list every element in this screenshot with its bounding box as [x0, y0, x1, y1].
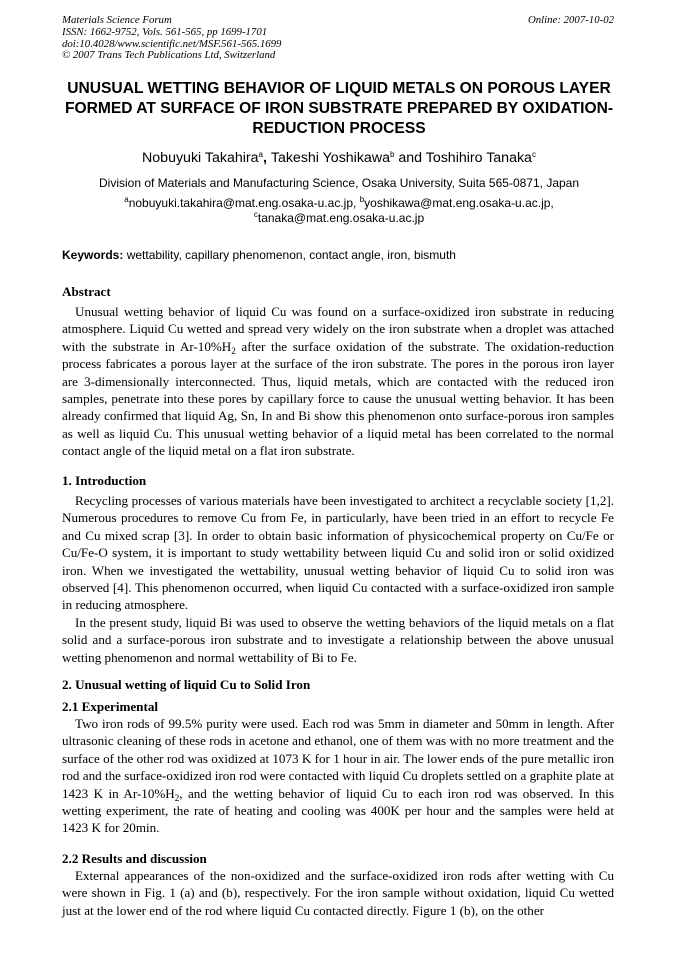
subscript: 2	[174, 792, 180, 803]
separator: ,	[262, 150, 271, 166]
text: Unusual wetting behavior of liquid Cu was found on a surface-oxidized iron substrate in reducing atmosphere. Liquid Cu wetted and spread very widely on the iron substrate when a droplet was attached with the substrate in Ar-10%H	[62, 304, 614, 354]
keywords	[62, 248, 456, 262]
keywords-text: wettability, capillary phenomenon, contact angle, iron, bismuth	[123, 248, 456, 262]
affiliation: Division of Materials and Manufacturing Science, Osaka University, Suita 565-0871, Japan	[98, 176, 580, 190]
journal-name: Materials Science Forum	[62, 14, 172, 26]
paragraph	[62, 715, 614, 837]
affil-mark: b	[389, 150, 395, 159]
email[interactable]: tanaka@mat.eng.osaka-u.ac.jp	[257, 211, 425, 225]
text: , and the wetting behavior of liquid Cu to each iron rod was observed. In this wetting experiment, the rate of heating and cooling was 400K per hour and the samples were held at 1423 K for 20min.	[62, 785, 615, 836]
journal-header	[62, 15, 614, 62]
paragraph: Recycling processes of various materials have been investigated to architect a recyclable society [1,2]. Numerous procedures to remove Cu from Fe, in particularly, have been tried in an effort to recycle Fe and Cu mixed scrap [3]. In order to obtain basic information of physicochemical property on Cu/Fe or Cu/Fe-O system, it is important to study wettability between liquid Cu and solid iron or solid oxidized iron. When we investigated the wettability, unusual wetting behavior of liquid Cu to solid iron was observed [4]. This phenomenon occurred, when liquid Cu contacted with a surface-oxidized iron sample in reducing atmosphere.	[62, 493, 614, 613]
email-mark: a	[124, 195, 129, 204]
subsection-heading: 2.1 Experimental	[62, 699, 159, 714]
online-date: Online: 2007-10-02	[527, 14, 614, 26]
paragraph: In the present study, liquid Bi was used to observe the wetting behaviors of the liquid metals on a flat solid and a surface-porous iron substrate and to investigate a relationship between the above unusual wetting phenomenon and normal wettability of Bi to Fe.	[62, 614, 614, 665]
text: after the surface oxidation of the substrate. The oxidation-reduction process fabricates a porous layer at the surface of the iron substrate. The pores in the porous iron layer are 3-dimensionally interconnected. Thus, liquid metals, which are contacted with the reduced iron samples, penetrate into these pores by capillary force to cause the unusual wetting behavior. It has been already confirmed that liquid Ag, Sn, In and Bi show this phenomenon onto surface-porous iron samples as well as liquid Cu. This unusual wetting behavior of a liquid metal has been correlated to the normal contact angle of the liquid metal on a flat iron substrate.	[62, 338, 614, 459]
abstract-section	[62, 283, 614, 460]
issn: ISSN: 1662-9752, Vols. 561-565, pp 1699-1701	[62, 25, 268, 38]
email-mark: c	[253, 210, 258, 219]
separator: and	[394, 150, 426, 166]
author: Nobuyuki Takahira	[142, 150, 259, 166]
section-heading: 2. Unusual wetting of liquid Cu to Solid Iron	[62, 677, 311, 692]
abstract-heading: Abstract	[62, 284, 111, 299]
author: Toshihiro Tanaka	[425, 150, 532, 166]
copyright: © 2007 Trans Tech Publications Ltd, Switzerland	[62, 49, 276, 62]
paper-title: UNUSUAL WETTING BEHAVIOR OF LIQUID METALS ON POROUS LAYER FORMED AT SURFACE OF IRON SUBSTRATE PREPARED BY OXIDATION-REDUCTION PROCESS	[64, 80, 614, 137]
affil-mark: a	[258, 150, 263, 159]
author: Takeshi Yoshikawa	[270, 150, 390, 166]
email-mark: b	[359, 195, 365, 204]
affil-mark: c	[531, 150, 536, 159]
section-2	[62, 676, 614, 919]
subscript: 2	[231, 345, 236, 356]
emails	[0, 196, 678, 226]
authors	[0, 150, 678, 166]
abstract-paragraph	[62, 303, 614, 460]
introduction-section	[62, 472, 614, 666]
introduction-heading: 1. Introduction	[62, 473, 147, 488]
subsection-heading: 2.2 Results and discussion	[62, 850, 207, 866]
paragraph: External appearances of the non-oxidized and the surface-oxidized iron rods after wetting with Cu were shown in Fig. 1 (a) and (b), respectively. For the iron sample without oxidation, liquid Cu wetted just at the lower end of the rod where liquid Cu contacted directly. Figure 1 (b), on the other	[62, 867, 614, 918]
email[interactable]: nobuyuki.takahira@mat.eng.osaka-u.ac.jp,	[128, 196, 360, 210]
keywords-label: Keywords:	[62, 248, 124, 262]
doi: doi:10.4028/www.scientific.net/MSF.561-565.1699	[62, 37, 282, 50]
text: Two iron rods of 99.5% purity were used. Each rod was 5mm in diameter and 50mm in length. After ultrasonic cleaning of these rods in acetone and ethanol, one of them was with no more treatment and the surface of the other rod was oxidized at 1073 K for 1 hour in air. The lower ends of the pure metallic iron rod and the surface-oxidized iron rod were contacted with liquid Cu droplets settled on a graphite plate at 1423 K in Ar-10%H	[62, 716, 614, 801]
email[interactable]: yoshikawa@mat.eng.osaka-u.ac.jp,	[364, 196, 554, 210]
